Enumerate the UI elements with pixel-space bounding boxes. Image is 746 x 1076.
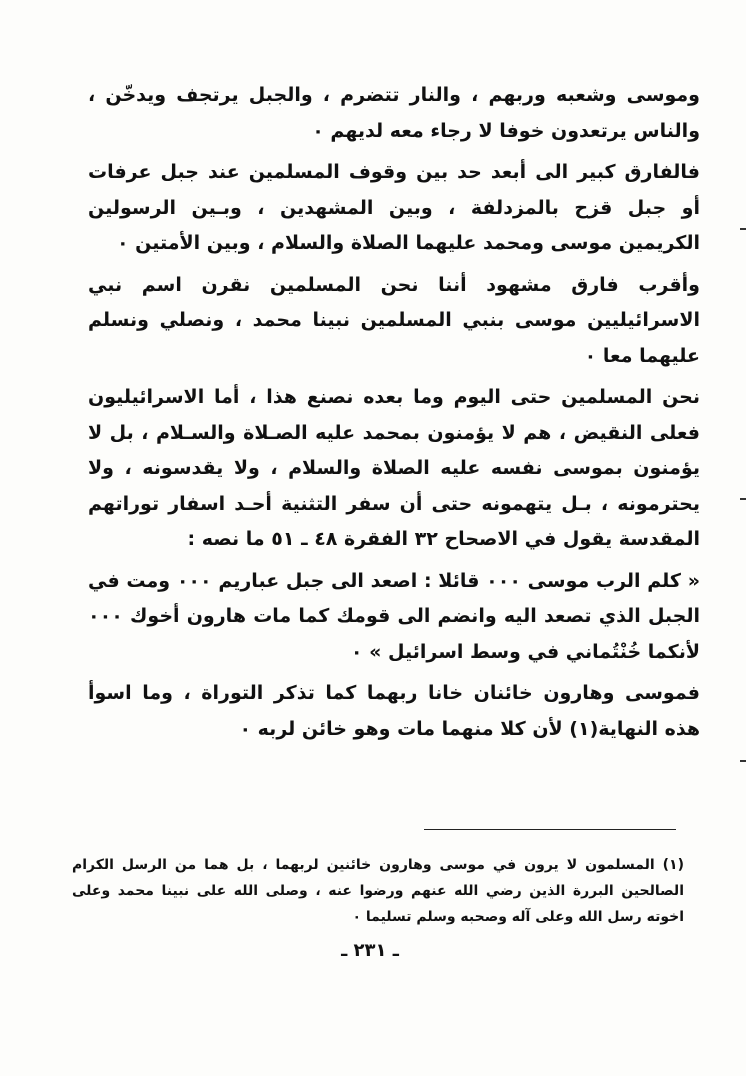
- footnote-separator: [424, 829, 676, 830]
- page-number: ـ ٢٣١ ـ: [341, 940, 399, 961]
- paragraph-2: فالفارق كبير الى أبعد حد بين وقوف المسلمين عند جبل عرفات أو جبل قزح بالمزدلفة ، وبين المشهدين ، وبـين الرسولين الكريمين موسى ومحمد عليهما الصلاة والسلام ، وبين الأمتين ٠: [88, 161, 700, 254]
- paragraph-3: وأقرب فارق مشهود أننا نحن المسلمين نقرن اسم نبي الاسرائيليين موسى بنبي المسلمين نبينا محمد ، ونصلي ونسلم عليهما معا ٠: [88, 273, 700, 367]
- paragraph-5-quotation: « كلم الرب موسى ٠٠٠ قائلا : اصعد الى جبل عباريم ٠٠٠ ومت في الجبل الذي تصعد اليه وانضم الى قومك كما مات هارون أخوك ٠٠٠ لأنكما خُنْتُماني في وسط اسرائيل » ٠: [88, 569, 700, 663]
- scan-edge-mark: [740, 228, 746, 230]
- paragraph-1: وموسى وشعبه وربهم ، والنار تتضرم ، والجبل يرتجف ويدخّن ، والناس يرتعدون خوفا لا رجاء معه لديهم ٠: [88, 84, 700, 142]
- footnote: (١) المسلمون لا يرون في موسى وهارون خائنين لربهما ، بل هما من الرسل الكرام الصالحين البررة الذين رضي الله عنهم ورضوا عنه ، وصلى الله على نبينا محمد وعلى اخوته رسل الله وعلى آله وصحبه وسلم تسليما ٠: [72, 857, 684, 925]
- scan-edge-mark: [740, 760, 746, 762]
- scan-edge-mark: [740, 498, 746, 500]
- paragraph-4: نحن المسلمين حتى اليوم وما بعده نصنع هذا ، أما الاسرائيليون فعلى النقيض ، هم لا يؤمنون بمحمد عليه الصـلاة والسـلام ، بل لا يؤمنون بموسى نفسه عليه الصلاة والسلام ، ولا يقدسونه ، ولا يحترمونه ، بـل يتهمونه حتى أن سفر التثنية أحـد اسفار توراتهم المقدسة يقول في الاصحاح ٣٢ الفقرة ٤٨ ـ ٥١ ما نصه :: [88, 386, 700, 550]
- main-text-block: [88, 78, 700, 753]
- paragraph-6: فموسى وهارون خائنان خانا ربهما كما تذكر التوراة ، وما اسوأ هذه النهاية(١) لأن كلا منهما مات وهو خائن لربه ٠: [88, 682, 700, 740]
